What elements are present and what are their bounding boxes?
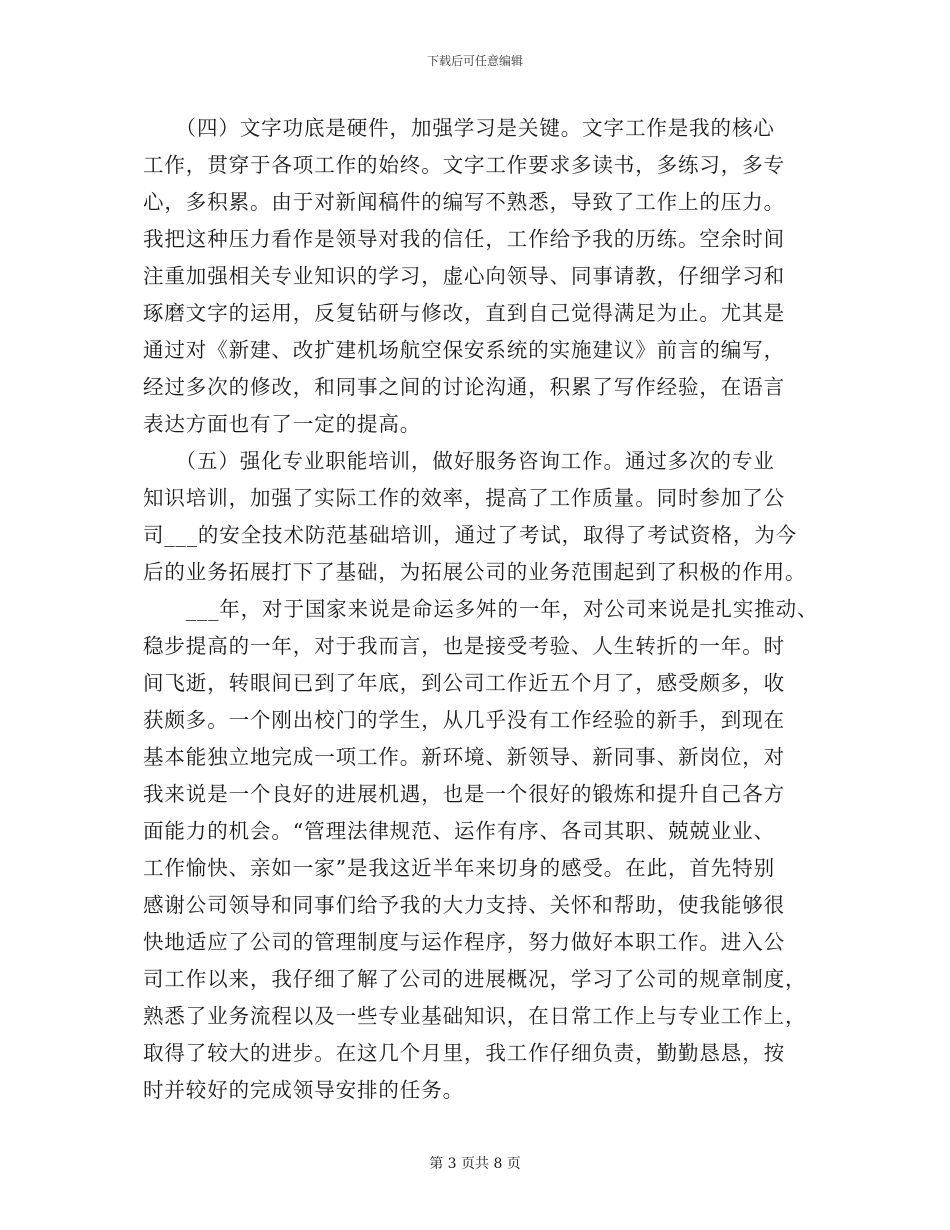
text-line: 我来说是一个良好的进展机遇，也是一个很好的锻炼和提升自己各方 [143,782,785,806]
text-line: 取得了较大的进步。在这几个月里，我工作仔细负责，勤勤恳恳，按 [143,1041,785,1065]
text-line: 表达方面也有了一定的提高。 [143,412,422,436]
document-body [143,110,819,1109]
text-line: 熟悉了业务流程以及一些专业基础知识，在日常工作上与专业工作上， [143,1004,807,1028]
text-line: 我把这种压力看作是领导对我的信任，工作给予我的历练。空余时间 [143,227,785,251]
text-line: 通过对《新建、改扩建机场航空保安系统的实施建议》前言的编写， [143,338,785,362]
text-line: 注重加强相关专业知识的学习，虚心向领导、同事请教，仔细学习和 [143,264,785,288]
text-line: ___年，对于国家来说是命运多舛的一年，对公司来说是扎实推动、 [143,597,819,621]
text-line: 心，多积累。由于对新闻稿件的编写不熟悉，导致了工作上的压力。 [143,190,785,214]
page-header: 下载后可任意编辑 [426,54,523,68]
text-line: 工作，贯穿于各项工作的始终。文字工作要求多读书，多练习，多专 [143,153,785,177]
text-line: 面能力的机会。“管理法律规范、运作有序、各司其职、兢兢业业、 [143,819,775,843]
text-line: 时并较好的完成领导安排的任务。 [143,1078,464,1102]
text-line: 后的业务拓展打下了基础，为拓展公司的业务范围起到了积极的作用。 [143,560,807,584]
text-line: 稳步提高的一年，对于我而言，也是接受考验、人生转折的一年。时 [143,634,785,658]
text-line: 工作愉快、亲如一家”是我这近半年来切身的感受。在此，首先特别 [143,856,775,880]
text-line: 司___的安全技术防范基础培训，通过了考试，取得了考试资格，为今 [143,523,798,547]
text-line: 感谢公司领导和同事们给予我的大力支持、关怀和帮助，使我能够很 [143,893,785,917]
text-line: 获颇多。一个刚出校门的学生，从几乎没有工作经验的新手，到现在 [143,708,785,732]
text-line: 快地适应了公司的管理制度与运作程序，努力做好本职工作。进入公 [143,930,785,954]
text-line: 知识培训，加强了实际工作的效率，提高了工作质量。同时参加了公 [143,486,785,510]
text-line: 琢磨文字的运用，反复钻研与修改，直到自己觉得满足为止。尤其是 [143,301,785,325]
text-line: 经过多次的修改，和同事之间的讨论沟通，积累了写作经验，在语言 [143,375,785,399]
text-line: 基本能独立地完成一项工作。新环境、新领导、新同事、新岗位，对 [143,745,785,769]
text-line: 间飞逝，转眼间已到了年底，到公司工作近五个月了，感受颇多，收 [143,671,785,695]
text-line: （四）文字功底是硬件，加强学习是关键。文字工作是我的核心 [143,116,775,140]
text-line: （五）强化专业职能培训，做好服务咨询工作。通过多次的专业 [143,449,775,473]
page-number: 第 3 页共 8 页 [429,1156,521,1172]
text-line: 司工作以来，我仔细了解了公司的进展概况，学习了公司的规章制度， [143,967,807,991]
